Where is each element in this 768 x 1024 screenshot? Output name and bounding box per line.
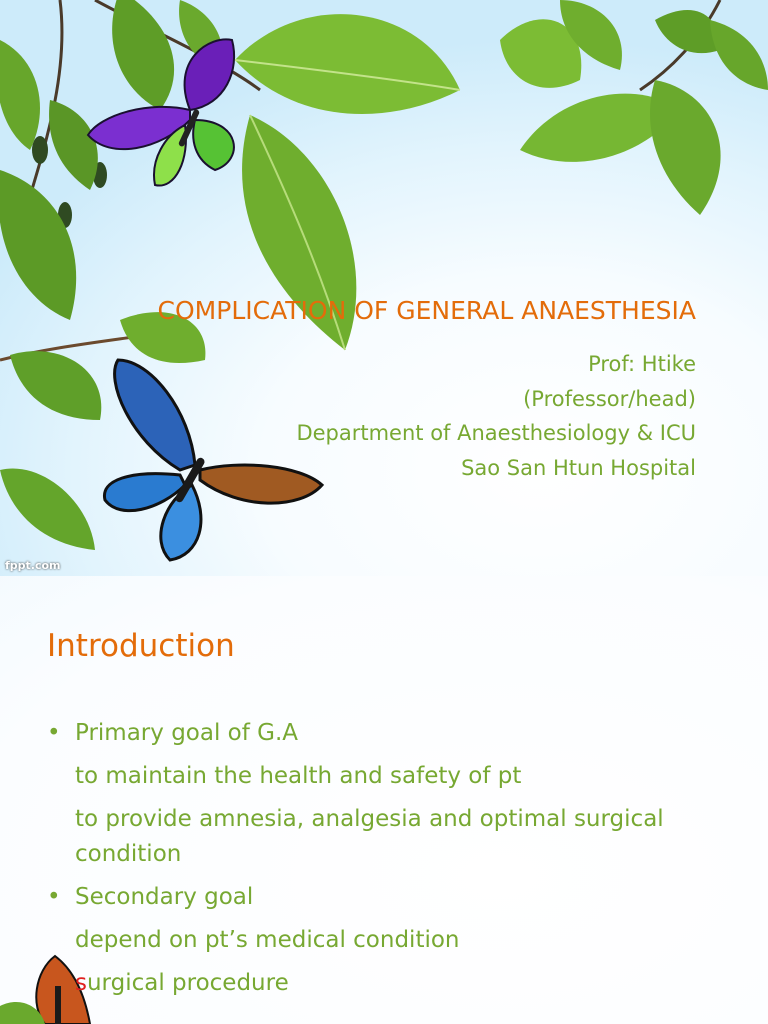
- slide-heading: Introduction: [47, 628, 235, 664]
- list-item: to provide amnesia, analgesia and optimal surgical condition: [75, 806, 664, 867]
- slide-title: COMPLICATION OF GENERAL ANAESTHESIA: [157, 296, 696, 325]
- list-item: to maintain the health and safety of pt: [75, 763, 522, 789]
- list-item: • Secondary goal: [47, 880, 727, 915]
- presenter-name: Prof: Htike: [588, 352, 696, 376]
- list-item: depend on pt’s medical condition: [75, 927, 460, 953]
- presenter-info: [296, 347, 696, 485]
- list-item: • Primary goal of G.A: [47, 716, 727, 751]
- bullet-icon: •: [47, 884, 61, 910]
- department-name: Department of Anaesthesiology & ICU: [296, 421, 696, 445]
- presenter-role: (Professor/head): [523, 386, 696, 411]
- content-list: [47, 716, 727, 1001]
- list-item: surgical procedure: [75, 970, 289, 996]
- hospital-name: Sao San Htun Hospital: [461, 455, 696, 480]
- bullet-icon: •: [47, 720, 61, 746]
- template-watermark: fppt.com: [5, 559, 61, 572]
